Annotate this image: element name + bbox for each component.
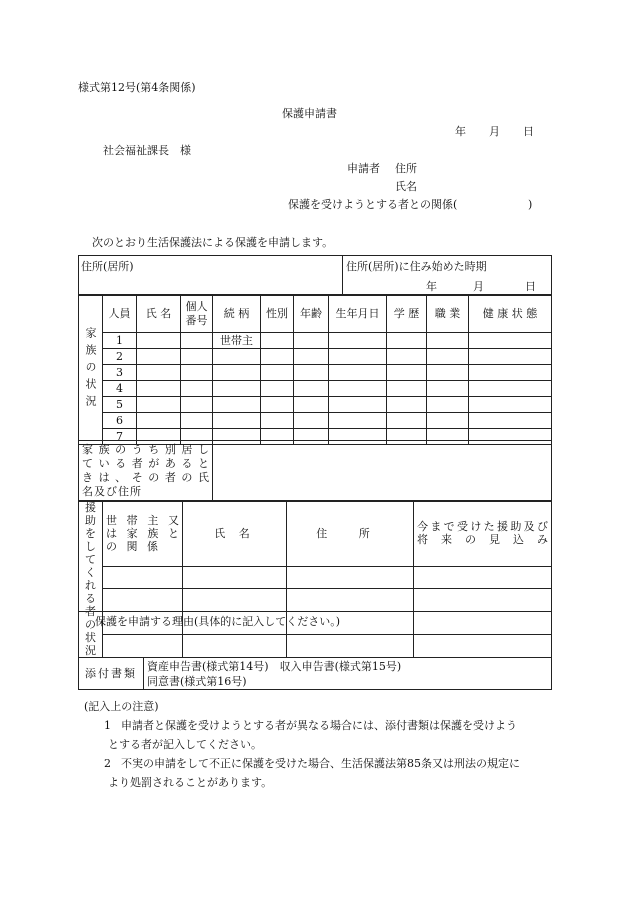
attachments-label: 添付書類 [79, 658, 144, 690]
family-cell[interactable] [427, 413, 469, 429]
notes-heading: (記入上の注意) [84, 700, 159, 713]
family-cell[interactable] [469, 413, 552, 429]
note-text: 申請者と保護を受けようとする者が異なる場合には、添付書類は保護を受けよう [121, 719, 517, 732]
separated-label-cell [79, 441, 213, 502]
family-cell[interactable] [261, 397, 294, 413]
family-row-relation[interactable] [213, 381, 261, 397]
family-cell[interactable] [181, 397, 213, 413]
family-cell[interactable] [427, 333, 469, 349]
attachments-list [144, 658, 552, 690]
family-cell[interactable] [261, 413, 294, 429]
attachments-table [78, 657, 552, 690]
family-cell[interactable] [387, 381, 427, 397]
family-header-health: 健 康 状 態 [469, 295, 552, 333]
family-cell[interactable] [181, 381, 213, 397]
family-row-number: 1 [103, 333, 137, 349]
supporters-cell[interactable] [183, 566, 287, 589]
form-number: 様式第12号(第4条関係) [78, 81, 196, 94]
family-cell[interactable] [329, 381, 387, 397]
family-cell[interactable] [469, 349, 552, 365]
residence-since-label: 住所(居所)に住み始めた時期 [346, 260, 487, 273]
supporters-cell[interactable] [103, 566, 183, 589]
supporters-header-support [414, 501, 552, 567]
family-cell[interactable] [137, 349, 181, 365]
supporters-header-relation [103, 501, 183, 567]
family-row-relation[interactable] [213, 349, 261, 365]
addressee: 社会福祉課長 様 [103, 144, 191, 157]
date-year[interactable]: 年 [455, 125, 466, 138]
family-cell[interactable] [469, 397, 552, 413]
form-title: 保護申請書 [282, 107, 337, 120]
table-row [79, 413, 552, 429]
family-row-relation[interactable] [213, 365, 261, 381]
residence-table [78, 255, 552, 296]
family-header-occupation: 職 業 [427, 295, 469, 333]
family-cell[interactable] [261, 349, 294, 365]
family-cell[interactable] [294, 333, 329, 349]
residence-address-cell[interactable] [79, 256, 343, 296]
supporters-cell[interactable] [287, 589, 414, 612]
family-row-relation[interactable] [213, 397, 261, 413]
family-side-label-cell [79, 295, 103, 445]
family-header-name: 氏 名 [137, 295, 181, 333]
residence-address-label: 住所(居所) [81, 260, 134, 273]
separated-label-line: 家族のうち別居し [82, 443, 209, 456]
family-cell[interactable] [261, 333, 294, 349]
family-row-number: 3 [103, 365, 137, 381]
family-header-birthdate: 生年月日 [329, 295, 387, 333]
applicant-relation-label[interactable]: 保護を受けようとする者との関係( [288, 198, 458, 211]
supporters-header-relation-line: は家族と [106, 526, 179, 540]
family-row-relation[interactable] [213, 413, 261, 429]
family-cell[interactable] [294, 349, 329, 365]
family-cell[interactable] [294, 413, 329, 429]
note-text: とする者が記入してください。 [108, 738, 262, 751]
family-cell[interactable] [469, 333, 552, 349]
note-number: 1 [104, 719, 111, 732]
family-header-relation: 続 柄 [213, 295, 261, 333]
table-row [79, 397, 552, 413]
family-cell[interactable] [137, 333, 181, 349]
table-row [79, 381, 552, 397]
family-header-id: 個人番号 [181, 295, 213, 333]
family-row-relation[interactable]: 世帯主 [213, 333, 261, 349]
family-row-number: 7 [103, 429, 137, 445]
family-cell[interactable] [469, 365, 552, 381]
supporters-header-relation-line: の 関 係 [106, 539, 161, 553]
supporters-header-address: 住 所 [287, 501, 414, 567]
supporters-cell[interactable] [414, 589, 552, 612]
family-header-age: 年齢 [294, 295, 329, 333]
family-header-count: 人員 [103, 295, 137, 333]
family-cell[interactable] [294, 397, 329, 413]
family-cell[interactable] [329, 333, 387, 349]
family-table [78, 294, 552, 445]
separated-entry-cell[interactable] [213, 441, 552, 502]
family-cell[interactable] [427, 381, 469, 397]
reason-cell[interactable] [79, 612, 552, 658]
intro-text: 次のとおり生活保護法による保護を申請します。 [92, 236, 334, 249]
family-cell[interactable] [294, 381, 329, 397]
family-cell[interactable] [329, 365, 387, 381]
residence-since-day: 日 [525, 280, 536, 293]
separated-table [78, 440, 552, 502]
family-cell[interactable] [181, 365, 213, 381]
family-cell[interactable] [181, 333, 213, 349]
applicant-relation-close: ) [528, 198, 533, 211]
family-cell[interactable] [387, 397, 427, 413]
table-row [79, 349, 552, 365]
family-cell[interactable] [329, 397, 387, 413]
reason-label: 保護を申請する理由(具体的に記入してください。) [95, 615, 341, 628]
supporters-cell[interactable] [414, 566, 552, 589]
family-row-number: 4 [103, 381, 137, 397]
supporters-header-name: 氏 名 [183, 501, 287, 567]
supporters-side-label: 援助をしてくれる者の状況 [85, 501, 96, 657]
family-cell[interactable] [387, 333, 427, 349]
family-header-sex: 性別 [261, 295, 294, 333]
family-header-education: 学 歴 [387, 295, 427, 333]
note-text: 不実の申請をして不正に保護を受けた場合、生活保護法第85条又は刑法の規定に [121, 757, 520, 770]
family-row-number: 6 [103, 413, 137, 429]
separated-label-line: ている者があると [82, 457, 209, 470]
family-cell[interactable] [387, 413, 427, 429]
family-cell[interactable] [427, 397, 469, 413]
family-cell[interactable] [261, 365, 294, 381]
family-cell[interactable] [387, 349, 427, 365]
table-row [79, 365, 552, 381]
note-text: より処罰されることがあります。 [108, 776, 273, 789]
supporters-header-relation-line: 世帯主又 [106, 513, 179, 527]
family-side-label: 家族の状況 [84, 327, 97, 412]
family-cell[interactable] [329, 349, 387, 365]
family-cell[interactable] [427, 365, 469, 381]
table-row [79, 589, 552, 612]
family-cell[interactable] [137, 397, 181, 413]
applicant-address-label[interactable]: 住所 [395, 162, 417, 175]
table-row [79, 333, 552, 349]
family-row-number: 5 [103, 397, 137, 413]
family-cell[interactable] [387, 365, 427, 381]
supporters-cell[interactable] [103, 589, 183, 612]
family-cell[interactable] [137, 381, 181, 397]
supporters-cell[interactable] [287, 566, 414, 589]
residence-since-year: 年 [426, 280, 437, 293]
table-row [79, 566, 552, 589]
supporters-header-support-line: 今まで受けた援助及び [417, 520, 548, 534]
date-month[interactable]: 月 [489, 125, 500, 138]
applicant-name-label[interactable]: 氏名 [395, 180, 417, 193]
residence-since-month: 月 [473, 280, 484, 293]
family-cell[interactable] [137, 365, 181, 381]
family-cell[interactable] [294, 365, 329, 381]
family-row-number: 2 [103, 349, 137, 365]
separated-label-line: 名及び住所 [82, 485, 142, 498]
separated-label-line: きは、その者の氏 [82, 471, 209, 484]
applicant-label: 申請者 [347, 162, 380, 175]
attachments-line: 資産申告書(様式第14号) 収入申告書(様式第15号) [147, 660, 402, 673]
supporters-cell[interactable] [183, 589, 287, 612]
supporters-header-support-line: 将来の見込み [417, 533, 548, 547]
reason-table [78, 611, 552, 658]
family-cell[interactable] [427, 349, 469, 365]
residence-since-cell[interactable] [343, 256, 552, 296]
family-cell[interactable] [181, 413, 213, 429]
family-cell[interactable] [261, 381, 294, 397]
date-day[interactable]: 日 [523, 125, 534, 138]
family-cell[interactable] [137, 413, 181, 429]
note-number: 2 [104, 757, 111, 770]
attachments-line: 同意書(様式第16号) [147, 675, 247, 688]
family-cell[interactable] [469, 381, 552, 397]
family-cell[interactable] [329, 413, 387, 429]
family-cell[interactable] [181, 349, 213, 365]
